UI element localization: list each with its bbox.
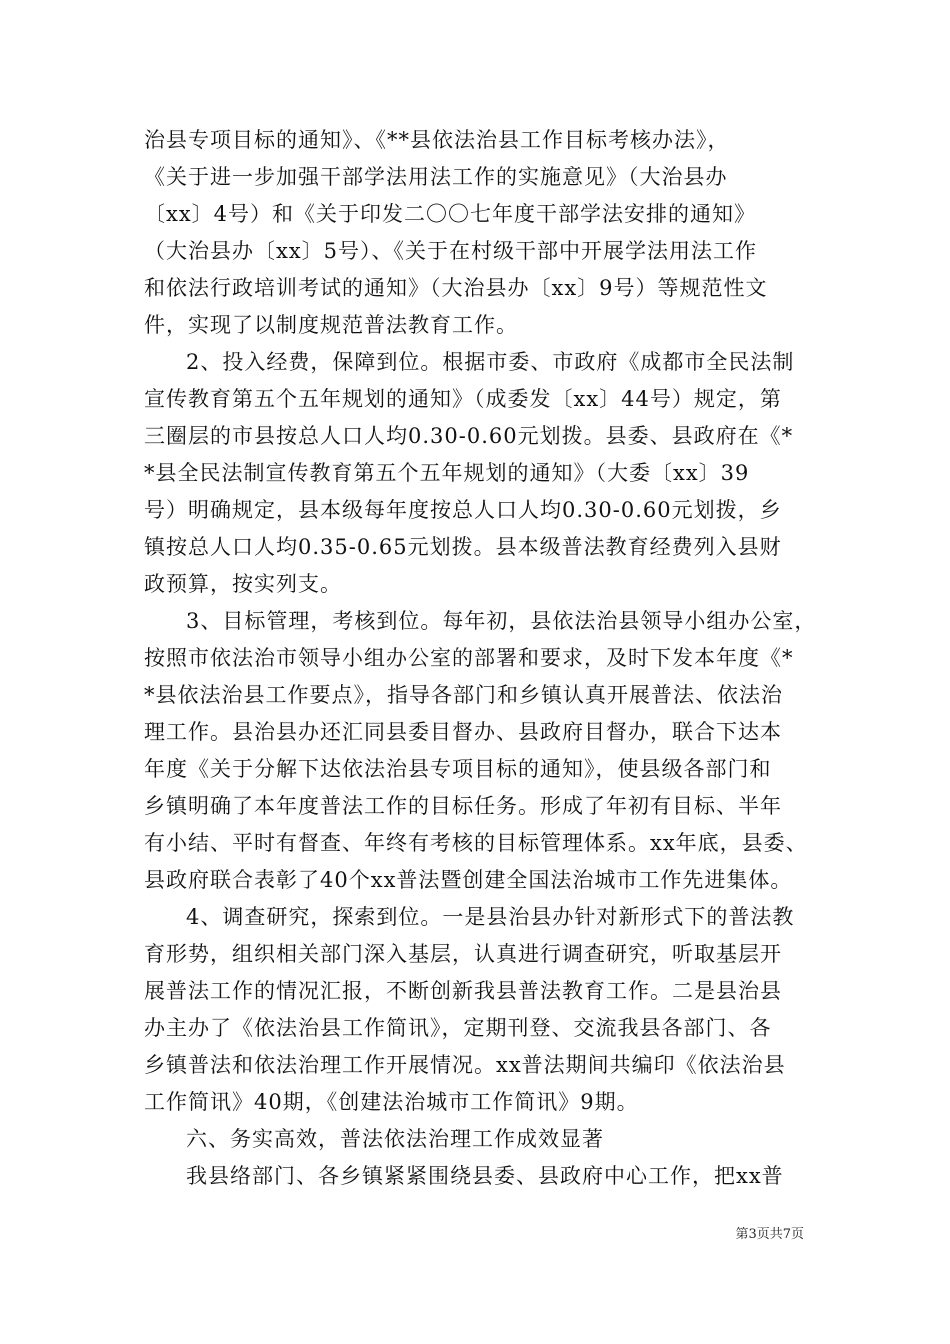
section-heading: 六、务实高效，普法依法治理工作成效显著 — [186, 1127, 604, 1151]
text-line: 按照市依法治市领导小组办公室的部署和要求，及时下发本年度《* — [144, 646, 794, 670]
text-line: 和依法行政培训考试的通知》（大治县办〔xx〕9号）等规范性文 — [144, 276, 768, 300]
text-line: 三圈层的市县按总人口人均0.30-0.60元划拨。县委、县政府在《* — [144, 424, 794, 448]
paragraph-6-first-line: 我县络部门、各乡镇紧紧围绕县委、县政府中心工作，把xx普 — [186, 1164, 784, 1188]
text-line: 县政府联合表彰了40个xx普法暨创建全国法治城市工作先进集体。 — [144, 868, 793, 892]
text-line: 理工作。县治县办还汇同县委目督办、县政府目督办，联合下达本 — [144, 720, 782, 744]
text-line: 号）明确规定，县本级每年度按总人口人均0.30-0.60元划拨，乡 — [144, 498, 782, 522]
page-number-footer: 第3页共7页 — [735, 1227, 804, 1242]
text-line: 有小结、平时有督查、年终有考核的目标管理体系。xx年底，县委、 — [144, 831, 808, 855]
text-line: 〔xx〕4号）和《关于印发二〇〇七年度干部学法安排的通知》 — [144, 202, 757, 226]
text-line: 乡镇普法和依法治理工作开展情况。xx普法期间共编印《依法治县 — [144, 1053, 786, 1077]
text-line: 展普法工作的情况汇报，不断创新我县普法教育工作。二是县治县 — [144, 979, 782, 1003]
text-line: 办主办了《依法治县工作简讯》，定期刊登、交流我县各部门、各 — [144, 1016, 772, 1040]
text-line: 年度《关于分解下达依法治县专项目标的通知》，使县级各部门和 — [144, 757, 772, 781]
text-line: 乡镇明确了本年度普法工作的目标任务。形成了年初有目标、半年 — [144, 794, 782, 818]
text-line: 育形势，组织相关部门深入基层，认真进行调查研究，听取基层开 — [144, 942, 782, 966]
text-line: 镇按总人口人均0.35-0.65元划拨。县本级普法教育经费列入县财 — [144, 535, 782, 559]
text-line: （大治县办〔xx〕5号）、《关于在村级干部中开展学法用法工作 — [144, 239, 758, 263]
text-line: 政预算，按实列支。 — [144, 572, 342, 596]
paragraph-3-first-line: 3、目标管理，考核到位。每年初，县依法治县领导小组办公室， — [186, 609, 817, 633]
text-line: 件，实现了以制度规范普法教育工作。 — [144, 313, 518, 337]
text-line: 治县专项目标的通知》、《**县依法治县工作目标考核办法》， — [144, 128, 730, 152]
text-line: 宣传教育第五个五年规划的通知》（成委发〔xx〕44号）规定，第 — [144, 387, 782, 411]
text-line: 《关于进一步加强干部学法用法工作的实施意见》（大治县办 — [144, 165, 728, 189]
paragraph-4-first-line: 4、调查研究，探索到位。一是县治县办针对新形式下的普法教 — [186, 905, 795, 929]
text-line: *县全民法制宣传教育第五个五年规划的通知》（大委〔xx〕39 — [144, 461, 750, 485]
paragraph-2-first-line: 2、投入经费，保障到位。根据市委、市政府《成都市全民法制 — [186, 350, 795, 374]
text-line: 工作简讯》40期，《创建法治城市工作简讯》9期。 — [144, 1090, 639, 1114]
text-line: *县依法治县工作要点》，指导各部门和乡镇认真开展普法、依法治 — [144, 683, 783, 707]
